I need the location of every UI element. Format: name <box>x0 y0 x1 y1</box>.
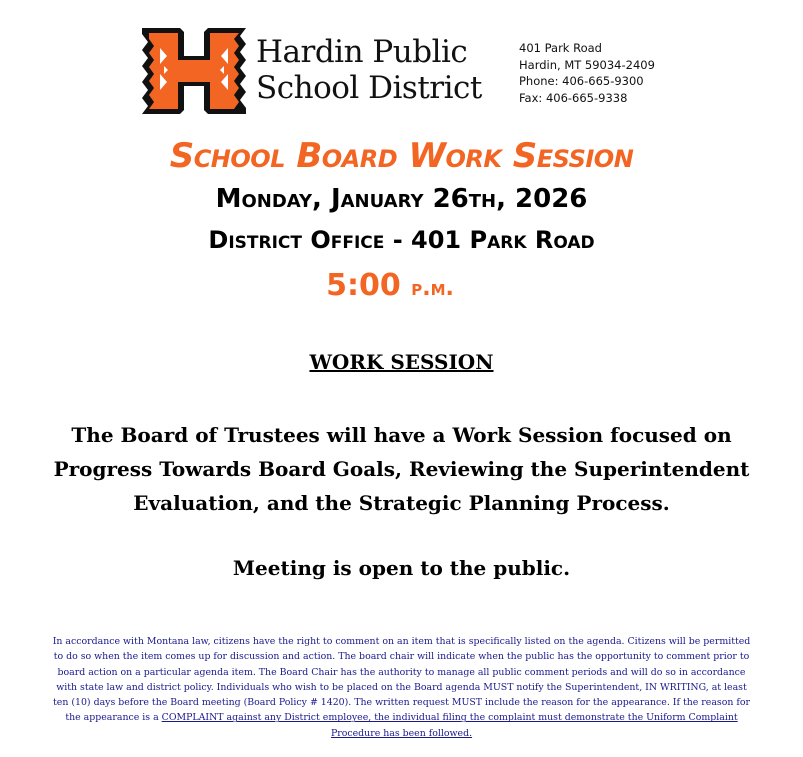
phone-number: Phone: 406-665-9300 <box>519 74 644 88</box>
session-description: The Board of Trustees will have a Work Session focused on Progress Towards Board Goals, Reviewing the Superintendent Evaluation, and the Strategic Planning Process. <box>53 423 750 515</box>
complaint-procedure-text: COMPLAINT against any District employee, the individual filing the complaint must demonstrate the Uniform Complaint Procedure has been followed. <box>161 712 738 739</box>
meeting-time-suffix: p.m. <box>411 276 454 301</box>
district-name-line1: Hardin Public <box>256 34 468 70</box>
address-street: 401 Park Road <box>519 41 602 55</box>
section-heading: WORK SESSION <box>309 350 494 374</box>
public-comment-notice <box>52 634 751 741</box>
notice-text: In accordance with Montana law, citizens have the right to comment on an item that is specifically listed on the agenda. Citizens will be permitted to do so when the item comes up for discussion and action. The board chair will indicate when the public has the opportunity to comment prior to board action on a particular agenda item. The Board Chair has the authority to manage all public comment periods and will do so in accordance with state law and district policy. Individuals who wish to be placed on the Board agenda MUST notify the Superintendent, IN WRITING, at least ten (10) days before the Board meeting (Board Policy # 1420). The written request MUST include the reason for the appearance. If the reason for the appearance is a <box>52 636 751 724</box>
h-logo-icon <box>140 26 248 116</box>
meeting-date: Monday, January 26th, 2026 <box>215 184 588 214</box>
district-name <box>256 34 482 106</box>
fax-number: Fax: 406-665-9338 <box>519 90 628 105</box>
meeting-time-value: 5:00 <box>326 268 401 303</box>
public-note: Meeting is open to the public. <box>232 556 571 580</box>
h-logo-graphic <box>140 26 248 116</box>
contact-info <box>519 40 655 106</box>
address-city: Hardin, MT 59034-2409 <box>519 57 655 72</box>
district-name-line2: School District <box>256 70 482 106</box>
meeting-title: School Board Work Session <box>169 136 634 176</box>
meeting-location: District Office - 401 Park Road <box>208 226 595 254</box>
meeting-time <box>0 268 780 303</box>
